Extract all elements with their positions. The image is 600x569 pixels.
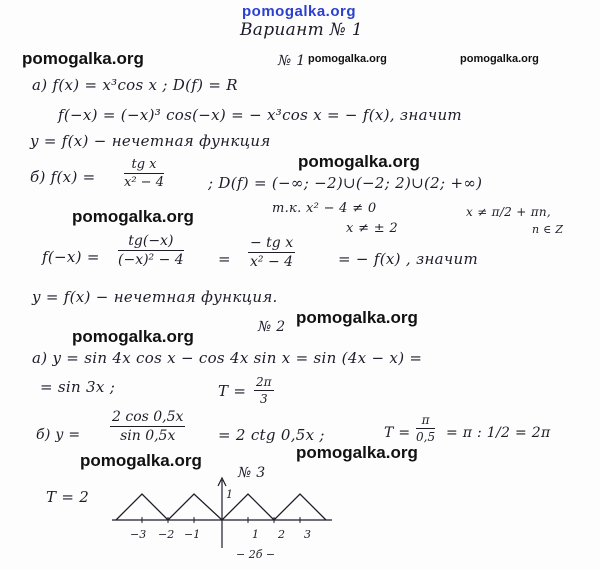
task1-b-side1: x ≠ π/2 + πn, <box>466 205 552 219</box>
tick-label: −3 <box>130 528 147 541</box>
task1-b-lhs: б) f(x) = <box>30 168 96 186</box>
watermark: pomogalka.org <box>296 443 418 462</box>
task1-a-line2: f(−x) = (−x)³ cos(−x) = − x³cos x = − f(x), значит <box>58 106 462 124</box>
watermark: pomogalka.org <box>72 207 194 226</box>
task1-a-line3: y = f(x) − нечетная функция <box>30 132 271 150</box>
y-tick-label: 1 <box>226 488 233 501</box>
task1-b-line2-eq: = <box>218 250 231 268</box>
fraction-denominator: 0,5 <box>416 430 436 444</box>
task1-b-side2: n ∈ Z <box>532 223 564 236</box>
task1-b-note2: x ≠ ± 2 <box>346 221 398 236</box>
graph-line <box>116 494 326 520</box>
fraction-numerator: tg x <box>124 158 164 174</box>
page-number-label: − 2б − <box>236 548 276 561</box>
fraction-numerator: 2π <box>256 375 272 389</box>
task2-b-lhs: б) y = <box>36 427 81 443</box>
tick-label: 1 <box>252 528 259 541</box>
site-header-link[interactable]: pomogalka.org <box>242 3 357 20</box>
fraction-denominator: 3 <box>259 392 268 406</box>
tick-label: 3 <box>304 528 311 541</box>
watermark: pomogalka.org <box>296 308 418 327</box>
task2-b-mid: = 2 ctg 0,5x ; <box>218 426 325 444</box>
watermark: pomogalka.org <box>22 49 144 68</box>
task1-b-domain: ; D(f) = (−∞; −2)∪(−2; 2)∪(2; +∞) <box>208 174 483 192</box>
task1-b-note1: т.к. x² − 4 ≠ 0 <box>272 201 377 216</box>
task2-b-period-rhs: = π : 1/2 = 2π <box>446 425 551 441</box>
fraction-numerator: 2 cos 0,5x <box>112 409 184 425</box>
fraction-denominator: x² − 4 <box>124 175 164 190</box>
tick-label: 2 <box>278 528 285 541</box>
task1-b-line2-rhs: = − f(x) , значит <box>338 250 479 268</box>
task3-number: № 3 <box>238 465 266 481</box>
tick-label: −2 <box>158 528 175 541</box>
fraction-numerator: π <box>416 414 435 429</box>
watermark: pomogalka.org <box>80 451 202 470</box>
watermark: pomogalka.org <box>460 53 539 65</box>
tick-label: −1 <box>184 528 201 541</box>
task2-a-line2: = sin 3x ; <box>40 378 116 396</box>
task1-b-line2-lhs: f(−x) = <box>42 248 100 266</box>
task2-number: № 2 <box>258 319 286 335</box>
task2-a-line1: а) y = sin 4x cos x − cos 4x sin x = sin (4x − x) = <box>32 349 423 367</box>
fraction-numerator: − tg x <box>250 235 294 251</box>
watermark: pomogalka.org <box>298 152 420 171</box>
fraction-denominator: x² − 4 <box>250 254 294 270</box>
watermark: pomogalka.org <box>72 327 194 346</box>
task1-a-line1: а) f(x) = x³cos x ; D(f) = R <box>32 76 238 94</box>
fraction-denominator: (−x)² − 4 <box>118 252 184 268</box>
task3-period: T = 2 <box>46 488 90 506</box>
watermark: pomogalka.org <box>308 53 387 65</box>
page-title: Вариант № 1 <box>240 20 363 40</box>
fraction-numerator: tg(−x) <box>118 234 184 251</box>
task2-b-period-lhs: T = <box>384 425 411 441</box>
task1-number: № 1 <box>278 53 306 69</box>
task2-a-period-lhs: T = <box>218 382 247 400</box>
task1-b-line3: y = f(x) − нечетная функция. <box>32 288 278 306</box>
fraction-denominator: sin 0,5x <box>120 428 176 444</box>
